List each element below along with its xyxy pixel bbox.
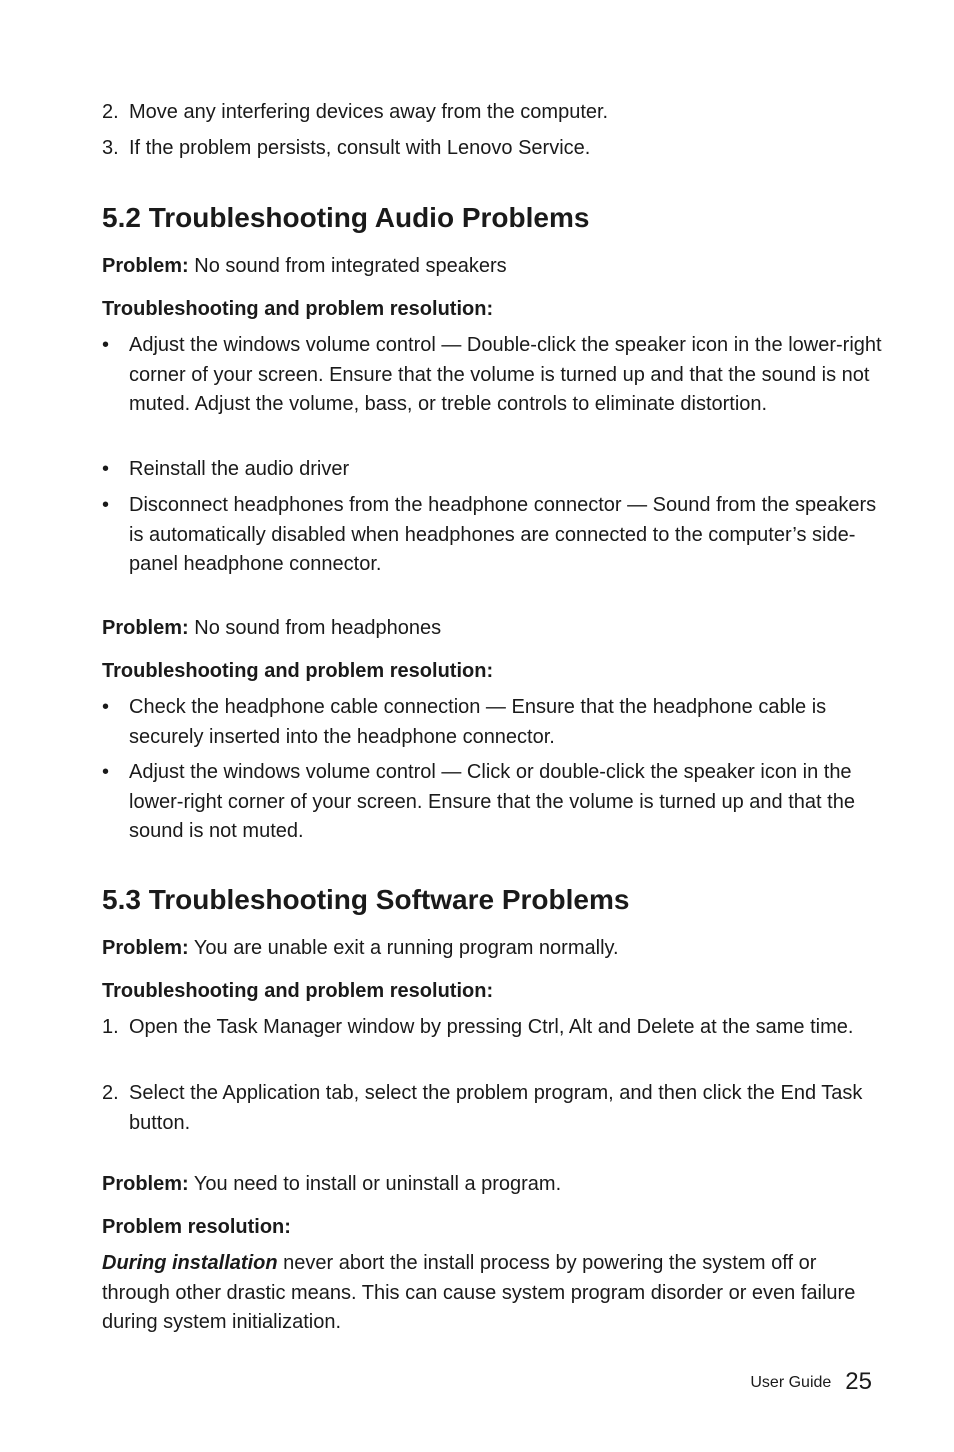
resolution-label: Troubleshooting and problem resolution: xyxy=(102,980,494,1002)
page-number: 25 xyxy=(845,1368,872,1395)
problem-label: Problem: xyxy=(102,617,189,639)
step-number: 3. xyxy=(102,137,119,159)
problem-label: Problem: xyxy=(102,937,189,959)
step-text: If the problem persists, consult with Lenovo Service. xyxy=(129,137,591,159)
step-number: 2. xyxy=(102,101,119,123)
step-text: Select the Application tab, select the problem program, and then click the End Task button. xyxy=(129,1082,863,1134)
bullet-text: Disconnect headphones from the headphone connector — Sound from the speakers is automatically disabled when headphones are connected to the computer’s side-panel headphone connector. xyxy=(129,494,877,575)
bullet-item xyxy=(102,491,889,580)
bullet-text: Adjust the windows volume control — Double-click the speaker icon in the lower-right corner of your screen. Ensure that the volume is turned up and that the sound is not muted. Adjust the volume, bass, or treble controls to eliminate distortion. xyxy=(129,334,882,415)
section-heading-software: 5.3 Troubleshooting Software Problems xyxy=(102,884,630,915)
problem-label: Problem: xyxy=(102,255,189,277)
bullet-marker: • xyxy=(102,334,110,356)
problem-label: Problem: xyxy=(102,1173,189,1195)
bullet-item xyxy=(102,758,889,847)
bullet-item xyxy=(102,331,889,420)
problem-text: No sound from headphones xyxy=(188,617,442,639)
resolution-label: Troubleshooting and problem resolution: xyxy=(102,660,494,682)
paragraph-text: never abort the install process by powering the system off or through other drastic means. This can cause system program disorder or even failure during system initialization. xyxy=(102,1252,856,1333)
step-text: Open the Task Manager window by pressing Ctrl, Alt and Delete at the same time. xyxy=(129,1016,854,1038)
problem-text: No sound from integrated speakers xyxy=(188,255,507,277)
problem-text: You are unable exit a running program normally. xyxy=(188,937,619,959)
problem-statement xyxy=(102,1170,872,1200)
step-text: Move any interfering devices away from the computer. xyxy=(129,101,609,123)
numbered-step xyxy=(102,1079,889,1138)
intro-step-3 xyxy=(102,134,899,164)
problem-statement xyxy=(102,614,872,644)
bullet-text: Check the headphone cable connection — Ensure that the headphone cable is securely inserted into the headphone connector. xyxy=(129,696,827,748)
resolution-label: Troubleshooting and problem resolution: xyxy=(102,298,494,320)
bullet-item xyxy=(102,693,899,752)
problem-text: You need to install or uninstall a program. xyxy=(188,1173,562,1195)
bullet-text: Reinstall the audio driver xyxy=(129,458,350,480)
bullet-marker: • xyxy=(102,761,110,783)
footer-guide-label: User Guide xyxy=(750,1374,832,1391)
section-heading-audio: 5.2 Troubleshooting Audio Problems xyxy=(102,202,590,233)
step-number: 2. xyxy=(102,1082,119,1104)
bullet-marker: • xyxy=(102,494,110,516)
problem-statement xyxy=(102,252,872,282)
installation-paragraph xyxy=(102,1249,867,1338)
resolution-label: Problem resolution: xyxy=(102,1216,291,1238)
bullet-marker: • xyxy=(102,458,110,480)
numbered-step xyxy=(102,1013,879,1043)
emphasis-text: During installation xyxy=(102,1252,278,1274)
problem-statement xyxy=(102,934,872,964)
bullet-marker: • xyxy=(102,696,110,718)
bullet-item xyxy=(102,455,889,485)
bullet-text: Adjust the windows volume control — Click or double-click the speaker icon in the lower-right corner of your screen. Ensure that the volume is turned up and that the sound is not muted. xyxy=(129,761,855,842)
step-number: 1. xyxy=(102,1016,119,1038)
intro-step-2 xyxy=(102,98,899,128)
page-footer xyxy=(750,1366,872,1399)
